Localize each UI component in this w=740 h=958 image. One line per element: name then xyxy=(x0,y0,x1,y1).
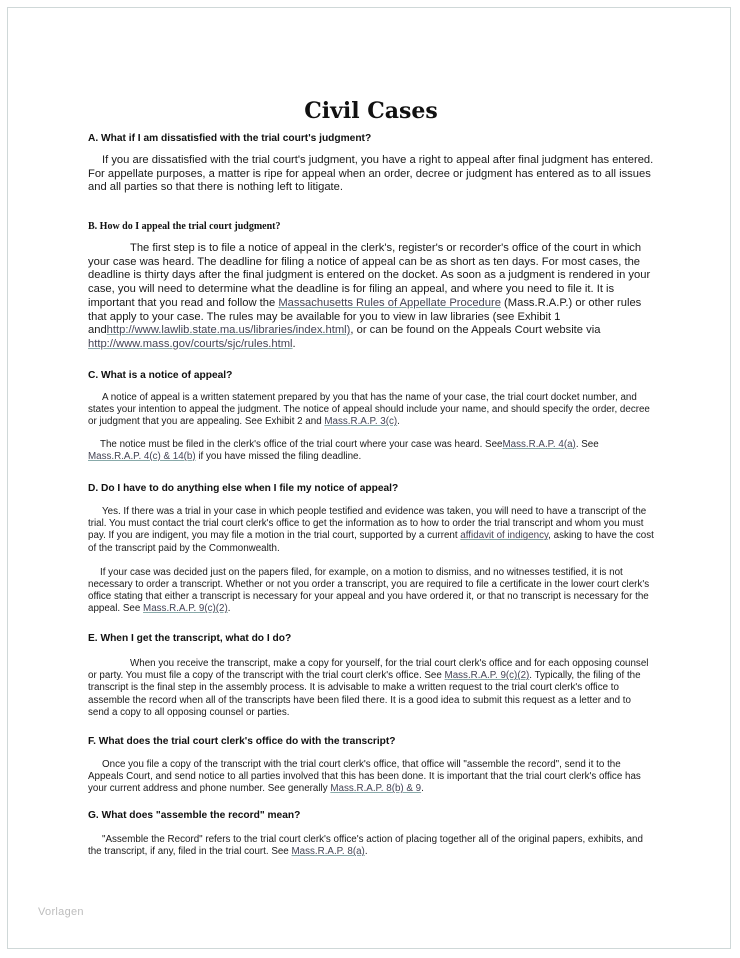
section-c-heading: C. What is a notice of appeal? xyxy=(88,370,233,381)
mass-rap-8a-link[interactable]: Mass.R.A.P. 8(a) xyxy=(291,846,365,858)
mass-rap-4c-14b-link[interactable]: Mass.R.A.P. 4(c) & 14(b) xyxy=(88,450,196,462)
section-b-heading: B. How do I appeal the trial court judgment? xyxy=(88,221,281,232)
section-a-body: If you are dissatisfied with the trial court's judgment, you have a right to appeal after final judgment has entered. For appellate purposes, a matter is ripe for appeal when an order, decree or judgment has entered as to all issues and all parties so that there is nothing left to litigate. xyxy=(88,154,654,194)
section-a xyxy=(88,133,654,195)
section-f-heading: F. What does the trial court clerk's office do with the transcript? xyxy=(88,736,396,747)
section-d-paragraph-2 xyxy=(88,567,654,616)
section-c-paragraph-2 xyxy=(88,439,654,463)
section-a-heading: A. What if I am dissatisfied with the trial court's judgment? xyxy=(88,133,372,144)
section-b-text-1: The first step is to file a notice of appeal in the clerk's, register's or recorder's office of the court in which your case was heard. The deadline for filing a notice of appeal can be as short as ten days. For most cases, the deadline is thirty days after the final judgment is entered on the docket. As soon as a judgment is rendered in your case, you will need to determine what the deadline is for filing an appeal, and where you need to file it. It is important that you read and follow the xyxy=(88,242,651,309)
watermark: Vorlagen xyxy=(38,906,84,918)
section-g-heading: G. What does "assemble the record" mean? xyxy=(88,810,301,821)
page-title: Civil Cases xyxy=(304,98,438,124)
section-c-p1-text: A notice of appeal is a written statement prepared by you that has the name of your case, the trial court docket number, and states your intention to appeal the judgment. The notice of appeal should include your name, and should specify the order, decree or judgment that you are appealing. See Exhibit 2 and xyxy=(88,392,650,428)
section-d-heading: D. Do I have to do anything else when I file my notice of appeal? xyxy=(88,483,399,494)
section-b xyxy=(88,221,654,352)
section-c-p2-text: The notice must be filed in the clerk's office of the trial court where your case was heard. See xyxy=(100,438,503,450)
section-f-p1-end: . xyxy=(421,783,424,795)
section-c-p1-end: . xyxy=(397,416,400,428)
document-page xyxy=(88,98,654,132)
section-e-p1-text: When you receive the transcript, make a copy for yourself, for the trial court clerk's office and for each opposing counsel or party. You must file a copy of the transcript with the trial court clerk's office. See xyxy=(88,658,649,682)
section-c-p2-end: if you have missed the filing deadline. xyxy=(195,450,362,462)
section-f-p1-text: Once you file a copy of the transcript with the trial court clerk's office, that office will "assemble the record", send it to the Appeals Court, and send notice to all parties involved that this has been done. It is important that the trial court clerk's office has your current address and phone number. See generally xyxy=(88,759,641,795)
mass-rap-4a-link[interactable]: Mass.R.A.P. 4(a) xyxy=(502,438,576,450)
section-e xyxy=(88,633,654,719)
section-g-p1-text: "Assemble the Record" refers to the trial court clerk's office's action of placing together all of the original papers, exhibits, and the transcript, if any, filed in the trial court. See xyxy=(88,834,643,858)
section-d-p1-end: , asking to have the cost of the transcript paid by the Commonwealth. xyxy=(88,530,654,554)
mass-rap-rules-link[interactable]: Massachusetts Rules of Appellate Procedure xyxy=(278,296,501,309)
section-c-paragraph-1 xyxy=(88,392,654,429)
section-e-paragraph-1 xyxy=(88,658,654,719)
section-d-p2-end: . xyxy=(227,603,231,615)
section-c xyxy=(88,370,654,463)
section-e-p1-end: . Typically, the filing of the transcript is the final step in the assembly process. It is advisable to make a written request to the trial court clerk's office to assemble the record when all of the transcripts have been filed there. It is a good idea to submit this request as a letter and to send a copy to all opposing counsel or parties. xyxy=(88,670,641,718)
mass-rap-3c-link[interactable]: Mass.R.A.P. 3(c) xyxy=(324,416,398,428)
section-d-p1-text: Yes. If there was a trial in your case in which people testified and evidence was taken, you will need to have a transcript of the trial. You must contact the trial court clerk's office to get the information as to how to order the trial transcript and whom you must pay. If you are indigent, you may file a motion in the trial court, supported by a current xyxy=(88,506,647,542)
section-d-paragraph-1 xyxy=(88,506,654,555)
section-g xyxy=(88,810,654,858)
sjc-rules-link[interactable]: http://www.mass.gov/courts/sjc/rules.html xyxy=(88,337,293,350)
mass-rap-9c2-link-2[interactable]: Mass.R.A.P. 9(c)(2) xyxy=(444,670,530,682)
section-g-p1-end: . xyxy=(364,846,368,858)
section-c-p2-mid: . See xyxy=(575,438,599,450)
section-b-text-3: , or can be found on the Appeals Court website via xyxy=(350,324,601,337)
section-d-p2-text: If your case was decided just on the papers filed, for example, on a motion to dismiss, and no witnesses testified, it is not necessary to order a transcript. Whether or not you order a transcript, you are required to file a certificate in the lower court clerk's office stating that either a transcript is necessary for your appeal and you have ordered it, or that no transcript is necessary for the appeal. See xyxy=(88,566,650,615)
section-f-paragraph-1 xyxy=(88,759,654,796)
section-b-text-4: . xyxy=(292,337,296,350)
section-b-text-2: (Mass.R.A.P.) or other rules that apply to your case. The rules may be available for you to view in law libraries (see Exhibit 1 and xyxy=(88,296,642,337)
affidavit-of-indigency-link[interactable]: affidavit of indigency xyxy=(460,530,549,542)
section-g-paragraph-1 xyxy=(88,834,654,858)
section-e-heading: E. When I get the transcript, what do I do? xyxy=(88,633,292,644)
section-b-body xyxy=(88,242,654,352)
lawlib-link[interactable]: http://www.lawlib.state.ma.us/libraries/index.html) xyxy=(106,324,351,337)
mass-rap-9c2-link[interactable]: Mass.R.A.P. 9(c)(2) xyxy=(143,603,228,615)
mass-rap-8b-9-link[interactable]: Mass.R.A.P. 8(b) & 9 xyxy=(330,783,422,795)
section-d xyxy=(88,483,654,616)
section-f xyxy=(88,736,654,796)
